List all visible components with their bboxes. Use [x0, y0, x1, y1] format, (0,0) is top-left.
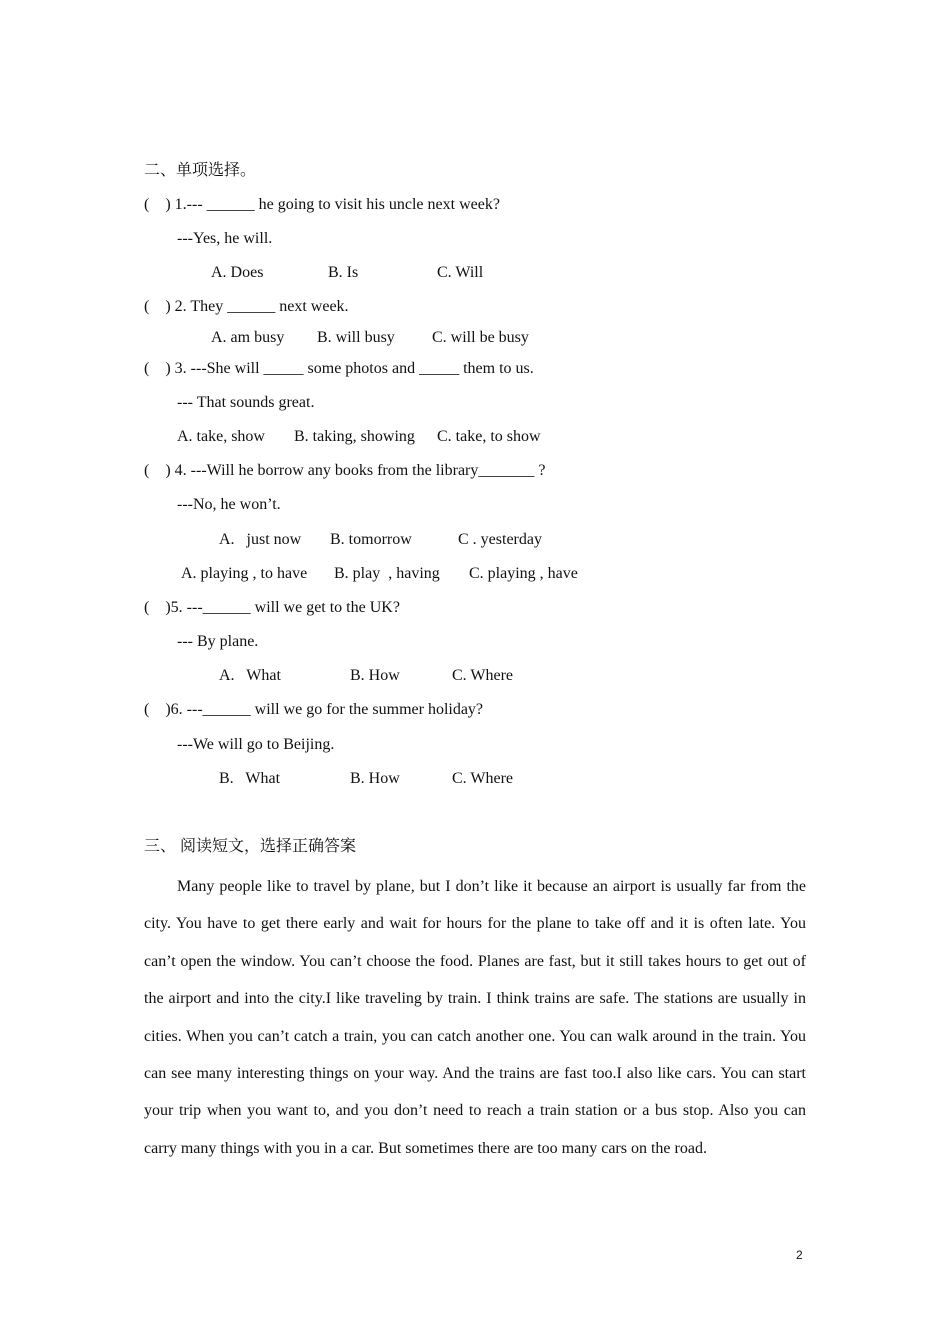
reading-section-heading: 三、 阅读短文，选择正确答案: [144, 838, 357, 855]
question-1-option-a: A. Does: [211, 264, 264, 281]
question-6-option-a: B. What: [219, 770, 281, 787]
question-5-stem: ( )5. ---______ will we get to the UK?: [144, 599, 400, 616]
question-1-answer: ---Yes, he will.: [177, 230, 273, 247]
extra-option-b: B. play , having: [334, 565, 440, 582]
question-4-option-b: B. tomorrow: [330, 531, 412, 548]
reading-passage: Many people like to travel by plane, but I don’t like it because an airport is usually far from the city. You have to get there early and wait for hours for the plane to take off and it is often late. You can’t open the window. You can’t choose the food. Planes are fast, but it still takes hours to get out of the airport and into the city.I like traveling by train. I think trains are safe. The stations are usually in cities. When you can’t catch a train, you can catch another one. You can walk around in the train. You can see many interesting things on your way. And the trains are fast too.I also like cars. You can start your trip when you want to, and you don’t need to reach a train station or a bus stop. Also you can carry many things with you in a car. But sometimes there are too many cars on the road.: [144, 878, 806, 1157]
question-6-answer: ---We will go to Beijing.: [177, 736, 335, 753]
question-5-option-c: C. Where: [452, 667, 514, 684]
question-4-stem: ( ) 4. ---Will he borrow any books from the library_______ ?: [144, 462, 546, 479]
page-number: 2: [796, 1248, 803, 1262]
question-3-answer: --- That sounds great.: [177, 394, 315, 411]
question-3-option-b: B. taking, showing: [294, 428, 415, 445]
question-6-stem: ( )6. ---______ will we go for the summer holiday?: [144, 701, 484, 718]
question-3-option-c: C. take, to show: [437, 428, 541, 445]
question-2-option-b: B. will busy: [317, 329, 395, 346]
question-5-option-b: B. How: [350, 667, 400, 684]
question-6-option-c: C. Where: [452, 770, 514, 787]
question-1-stem: ( ) 1.--- ______ he going to visit his uncle next week?: [144, 196, 500, 213]
question-5-option-a: A. What: [219, 667, 281, 684]
section-heading: 二、单项选择。: [144, 162, 257, 179]
question-4-answer: ---No, he won’t.: [177, 496, 281, 513]
question-2-stem: ( ) 2. They ______ next week.: [144, 298, 349, 315]
question-3-option-a: A. take, show: [177, 428, 265, 445]
question-2-option-a: A. am busy: [211, 329, 285, 346]
question-3-stem: ( ) 3. ---She will _____ some photos and _____ them to us.: [144, 360, 534, 377]
question-5-answer: --- By plane.: [177, 633, 259, 650]
extra-option-c: C. playing , have: [469, 565, 578, 582]
question-4-option-c: C . yesterday: [458, 531, 542, 548]
question-1-option-c: C. Will: [437, 264, 484, 281]
question-6-option-b: B. How: [350, 770, 400, 787]
extra-option-a: A. playing , to have: [181, 565, 308, 582]
question-4-option-a: A. just now: [219, 531, 302, 548]
question-1-option-b: B. Is: [328, 264, 359, 281]
question-2-option-c: C. will be busy: [432, 329, 529, 346]
